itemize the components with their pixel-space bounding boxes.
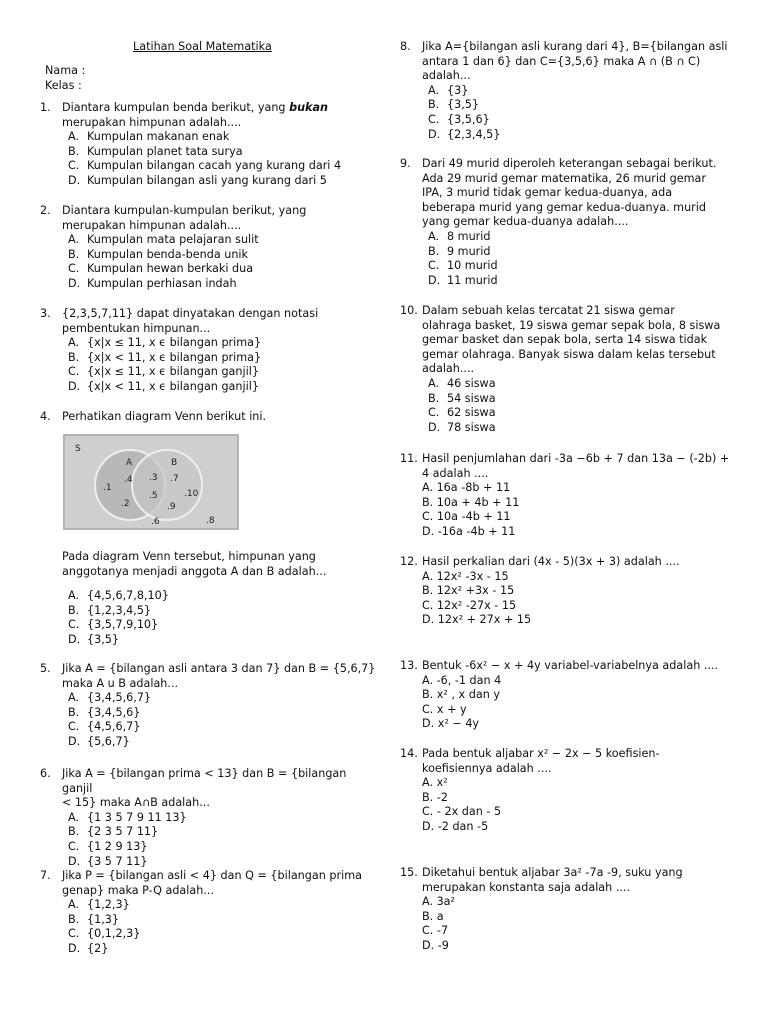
option-b[interactable]: B. Kumpulan benda-benda unik: [68, 247, 248, 261]
question-2: [40, 204, 380, 292]
question-9: [400, 157, 730, 288]
option-b[interactable]: B. {3,5}: [428, 98, 480, 112]
option-b[interactable]: B. 12x² +3x - 15: [422, 584, 515, 598]
option-d[interactable]: D. 11 murid: [428, 273, 498, 287]
option-a[interactable]: A. 12x² -3x - 15: [422, 569, 509, 583]
option-b[interactable]: B. a: [422, 909, 444, 923]
question-number: 7.: [40, 869, 51, 882]
question-stem: < 15} maka A∩B adalah...: [62, 796, 210, 810]
question-stem: Perhatikan diagram Venn berikut ini.: [62, 410, 267, 423]
option-b[interactable]: B. {1,3}: [68, 912, 120, 926]
question-number: 4.: [40, 410, 51, 423]
option-b[interactable]: B. {x|x < 11, x ϵ bilangan prima}: [68, 350, 262, 364]
question-number: 2.: [40, 204, 51, 217]
question-stem: Diantara kumpulan-kumpulan berikut, yang: [62, 204, 307, 217]
question-4: [40, 410, 380, 425]
question-stem: anggotanya menjadi anggota A dan B adalah...: [62, 564, 327, 578]
question-stem: IPA, 3 murid tidak gemar kedua-duanya, ada: [422, 186, 673, 200]
page-title: Latihan Soal Matematika: [133, 40, 272, 53]
question-number: 12.: [400, 555, 418, 568]
option-a[interactable]: A. {3,4,5,6,7}: [68, 691, 152, 705]
question-stem: gemar olahraga. Banyak siswa dalam kelas tersebut: [422, 347, 716, 361]
venn-element: .3: [149, 473, 158, 483]
question-stem: pembentukan himpunan...: [62, 321, 211, 335]
question-12: [400, 555, 730, 628]
question-stem: maka A u B adalah...: [62, 676, 179, 690]
option-d[interactable]: D. Kumpulan perhiasan indah: [68, 276, 237, 290]
option-c[interactable]: C. 12x² -27x - 15: [422, 598, 517, 612]
venn-element: .8: [206, 516, 215, 526]
venn-element: .9: [167, 502, 176, 512]
question-stem: Pada diagram Venn tersebut, himpunan yang: [62, 550, 316, 563]
question-stem: 4 adalah ....: [422, 466, 489, 480]
venn-element: .5: [149, 491, 158, 501]
option-a[interactable]: A. {1,2,3}: [68, 898, 130, 912]
option-d[interactable]: D. 78 siswa: [428, 420, 496, 434]
question-stem: Jika A = {bilangan asli antara 3 dan 7} dan B = {5,6,7}: [62, 662, 376, 675]
question-stem: genap} maka P-Q adalah...: [62, 883, 214, 897]
question-stem: koefisiennya adalah ....: [422, 761, 552, 775]
option-d[interactable]: D. Kumpulan bilangan asli yang kurang dari 5: [68, 173, 327, 187]
option-b[interactable]: B. x² , x dan y: [422, 688, 500, 702]
question-stem: adalah...: [422, 69, 471, 83]
option-a[interactable]: A. Kumpulan makanan enak: [68, 130, 230, 144]
options: [68, 811, 380, 869]
venn-label-a: A: [126, 458, 133, 468]
question-stem: merupakan konstanta saja adalah ....: [422, 880, 631, 894]
option-c[interactable]: C. 62 siswa: [428, 406, 496, 420]
option-d[interactable]: D. 12x² + 27x + 15: [422, 613, 532, 627]
question-stem: Diketahui bentuk aljabar 3a² -7a -9, suku yang: [422, 866, 683, 879]
option-c[interactable]: C. Kumpulan bilangan cacah yang kurang dari 4: [68, 159, 342, 173]
venn-element: .4: [124, 475, 133, 485]
kelas-label: Kelas :: [45, 79, 82, 92]
options: [428, 377, 730, 435]
question-stem: Ada 29 murid gemar matematika, 26 murid gemar: [422, 171, 707, 185]
option-a[interactable]: A. {1 3 5 7 9 11 13}: [68, 810, 187, 824]
option-c[interactable]: C. {3,5,6}: [428, 112, 490, 126]
question-number: 3.: [40, 307, 51, 320]
question-number: 5.: [40, 662, 51, 675]
question-3: [40, 307, 380, 395]
question-stem: Dalam sebuah kelas tercatat 21 siswa gemar: [422, 304, 675, 317]
question-stem: merupakan himpunan adalah....: [62, 218, 242, 232]
question-stem: olahraga basket, 19 siswa gemar sepak bola, 8 siswa: [422, 318, 721, 332]
option-b[interactable]: B. {2 3 5 7 11}: [68, 825, 159, 839]
option-b[interactable]: B. 9 murid: [428, 244, 491, 258]
option-a[interactable]: A. -6, -1 dan 4: [422, 673, 502, 687]
option-a[interactable]: A. 16a -8b + 11: [422, 481, 511, 495]
question-stem: Jika A = {bilangan prima < 13} dan B = {bilangan ganjil: [62, 767, 347, 795]
question-15: [400, 866, 730, 954]
venn-label-b: B: [171, 458, 178, 468]
question-number: 9.: [400, 157, 411, 170]
option-c[interactable]: C. 10 murid: [428, 259, 498, 273]
question-14: [400, 747, 730, 835]
option-d[interactable]: D. {3,5}: [68, 632, 120, 646]
option-a[interactable]: A. {3}: [428, 83, 469, 97]
question-stem: {2,3,5,7,11} dapat dinyatakan dengan notasi: [62, 307, 319, 320]
venn-label-s: S: [75, 444, 81, 454]
option-c[interactable]: C. -7: [422, 924, 449, 938]
option-b[interactable]: B. Kumpulan planet tata surya: [68, 144, 243, 158]
question-number: 11.: [400, 452, 418, 465]
options: [422, 481, 730, 539]
question-number: 6.: [40, 767, 51, 780]
option-d[interactable]: D. {2,3,4,5}: [428, 127, 501, 141]
option-d[interactable]: D. -2 dan -5: [422, 819, 489, 833]
question-stem: yang gemar kedua-duanya adalah....: [422, 215, 629, 229]
options: [422, 570, 730, 628]
option-c[interactable]: C. 10a -4b + 11: [422, 510, 511, 524]
option-d[interactable]: D. -16a -4b + 11: [422, 524, 516, 538]
question-stem: Jika A={bilangan asli kurang dari 4}, B={bilangan asli: [422, 40, 728, 53]
question-1: [40, 101, 380, 189]
option-d[interactable]: D. x² − 4y: [422, 717, 480, 731]
question-stem: Hasil penjumlahan dari -3a −6b + 7 dan 13a − (-2b) +: [422, 452, 730, 465]
options: [422, 895, 730, 953]
question-11: [400, 452, 730, 540]
options: [428, 230, 730, 288]
option-a[interactable]: A. {x|x ≤ 11, x ϵ bilangan prima}: [68, 336, 262, 350]
question-number: 15.: [400, 866, 418, 879]
option-b[interactable]: B. {3,4,5,6}: [68, 705, 141, 719]
venn-diagram: [63, 434, 239, 530]
option-c[interactable]: C. {4,5,6,7}: [68, 720, 141, 734]
option-a[interactable]: A. Kumpulan mata pelajaran sulit: [68, 233, 259, 247]
question-number: 13.: [400, 659, 418, 672]
question-stem: Hasil perkalian dari (4x - 5)(3x + 3) adalah ....: [422, 555, 680, 568]
options: [68, 589, 380, 647]
options: [68, 691, 380, 749]
venn-element: .6: [151, 517, 160, 527]
option-d[interactable]: D. {5,6,7}: [68, 734, 130, 748]
question-number: 8.: [400, 40, 411, 53]
venn-element: .7: [170, 474, 179, 484]
option-c[interactable]: C. - 2x dan - 5: [422, 805, 502, 819]
question-stem: adalah....: [422, 362, 475, 376]
options: [68, 898, 380, 956]
option-b[interactable]: B. 10a + 4b + 11: [422, 495, 520, 509]
option-d[interactable]: D. {x|x < 11, x ϵ bilangan ganjil}: [68, 379, 259, 393]
option-d[interactable]: D. {3 5 7 11}: [68, 854, 148, 868]
nama-label: Nama :: [45, 64, 86, 77]
question-stem: beberapa murid yang gemar kedua-duanya. murid: [422, 200, 706, 214]
options: [428, 84, 730, 142]
option-c[interactable]: C. x + y: [422, 702, 467, 716]
question-7: [40, 869, 380, 957]
option-a[interactable]: A. 8 murid: [428, 229, 491, 243]
question-number: 1.: [40, 101, 51, 114]
question-stem: Diantara kumpulan benda berikut, yang bukan: [62, 101, 329, 114]
option-a[interactable]: A. x²: [422, 776, 448, 790]
option-b[interactable]: B. -2: [422, 790, 448, 804]
question-stem: gemar basket dan sepak bola, serta 14 siswa tidak: [422, 333, 708, 347]
question-stem: Bentuk -6x² − x + 4y variabel-variabelnya adalah ....: [422, 659, 719, 672]
venn-element: .2: [121, 499, 130, 509]
question-stem: antara 1 dan 6} dan C={3,5,6} maka A ∩ (B ∩ C): [422, 54, 701, 68]
question-stem: merupakan himpunan adalah....: [62, 115, 242, 129]
option-b[interactable]: B. 54 siswa: [428, 391, 496, 405]
option-a[interactable]: A. {4,5,6,7,8,10}: [68, 589, 169, 603]
venn-element: .1: [103, 483, 112, 493]
option-a[interactable]: A. 3a²: [422, 895, 456, 909]
options: [422, 674, 730, 732]
question-number: 14.: [400, 747, 418, 760]
options: [68, 130, 380, 188]
question-5: [40, 662, 380, 750]
option-c[interactable]: C. {1 2 9 13}: [68, 839, 148, 853]
question-stem: Jika P = {bilangan asli < 4} dan Q = {bilangan prima: [62, 869, 362, 882]
question-8: [400, 40, 730, 142]
venn-element: .10: [184, 489, 199, 499]
question-10: [400, 304, 730, 435]
question-stem: Dari 49 murid diperoleh keterangan sebagai berikut.: [422, 157, 717, 170]
options: [68, 336, 380, 394]
option-c[interactable]: C. {3,5,7,9,10}: [68, 618, 159, 632]
question-stem: Pada bentuk aljabar x² − 2x − 5 koefisien-: [422, 747, 660, 760]
options: [68, 233, 380, 291]
option-d[interactable]: D. -9: [422, 938, 449, 952]
question-6: [40, 767, 380, 869]
question-4-continued: [40, 550, 380, 648]
option-c[interactable]: C. Kumpulan hewan berkaki dua: [68, 262, 254, 276]
option-a[interactable]: A. 46 siswa: [428, 376, 496, 390]
option-b[interactable]: B. {1,2,3,4,5}: [68, 603, 152, 617]
option-c[interactable]: C. {0,1,2,3}: [68, 927, 141, 941]
option-c[interactable]: C. {x|x ≤ 11, x ϵ bilangan ganjil}: [68, 365, 259, 379]
question-13: [400, 659, 730, 732]
question-number: 10.: [400, 304, 418, 317]
option-d[interactable]: D. {2}: [68, 941, 109, 955]
options: [422, 776, 730, 834]
